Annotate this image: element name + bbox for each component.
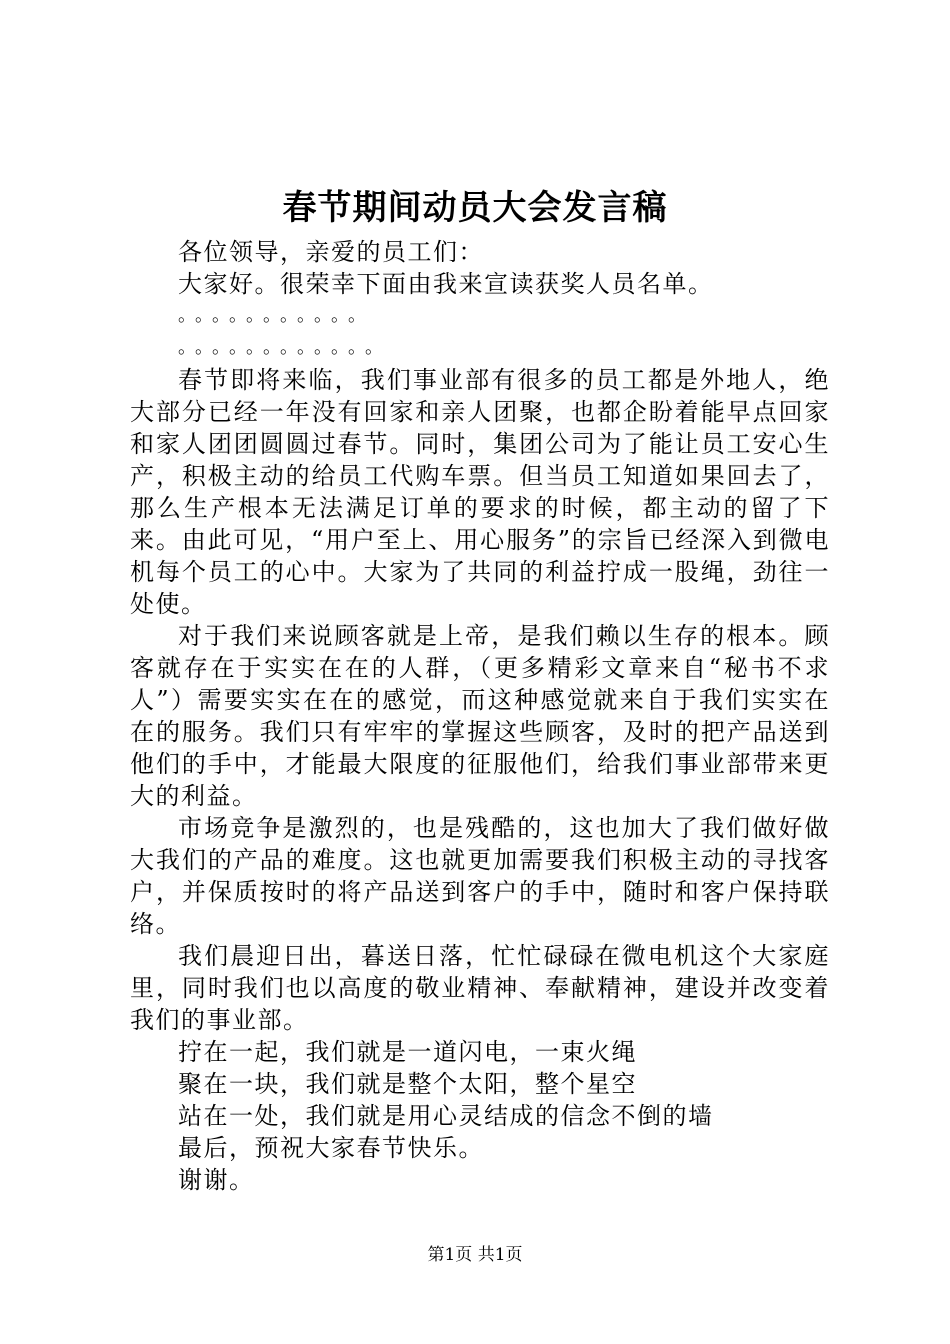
paragraph-2: 对于我们来说顾客就是上帝，是我们赖以生存的根本。顾客就存在于实实在在的人群，（更多精彩文章来自“秘书不求人”）需要实实在在的感觉，而这种感觉就来自于我们实实在在的服务。我们只有牢牢的掌握这些顾客，及时的把产品送到他们的手中，才能最大限度的征服他们，给我们事业部带来更大的利益。: [130, 622, 830, 810]
ellipsis-line-1: 。。。。。。。。。。。: [178, 305, 374, 326]
document-body: [130, 236, 830, 1196]
paragraph-3: 市场竞争是激烈的，也是残酷的，这也加大了我们做好做大我们的产品的难度。这也就更加需要我们积极主动的寻找客户，并保质按时的将产品送到客户的手中，随时和客户保持联络。: [130, 814, 830, 938]
paragraph-1: 春节即将来临，我们事业部有很多的员工都是外地人，绝大部分已经一年没有回家和亲人团聚，也都企盼着能早点回家和家人团团圆圆过春节。同时，集团公司为了能让员工安心生产，积极主动的给员工代购车票。但当员工知道如果回去了，那么生产根本无法满足订单的要求的时候，都主动的留了下来。由此可见，“用户至上、用心服务”的宗旨已经深入到微电机每个员工的心中。大家为了共同的利益拧成一股绳，劲往一处使。: [130, 366, 830, 618]
greeting: 大家好。很荣幸下面由我来宣读获奖人员名单。: [178, 270, 714, 298]
closing-line: 最后，预祝大家春节快乐。: [178, 1134, 484, 1162]
page-footer: 第1页 共1页: [427, 1245, 523, 1265]
verse-line-2: 聚在一块，我们就是整个太阳，整个星空: [178, 1070, 637, 1098]
salutation: 各位领导，亲爱的员工们：: [178, 238, 484, 266]
verse-line-3: 站在一处，我们就是用心灵结成的信念不倒的墙: [178, 1102, 714, 1130]
verse-line-1: 拧在一起，我们就是一道闪电，一束火绳: [178, 1038, 637, 1066]
document-title: 春节期间动员大会发言稿: [282, 188, 668, 228]
paragraph-4: 我们晨迎日出，暮送日落，忙忙碌碌在微电机这个大家庭里，同时我们也以高度的敬业精神、奉献精神，建设并改变着我们的事业部。: [130, 942, 830, 1034]
ellipsis-line-2: 。。。。。。。。。。。。: [178, 337, 391, 358]
thanks-line: 谢谢。: [178, 1166, 255, 1194]
